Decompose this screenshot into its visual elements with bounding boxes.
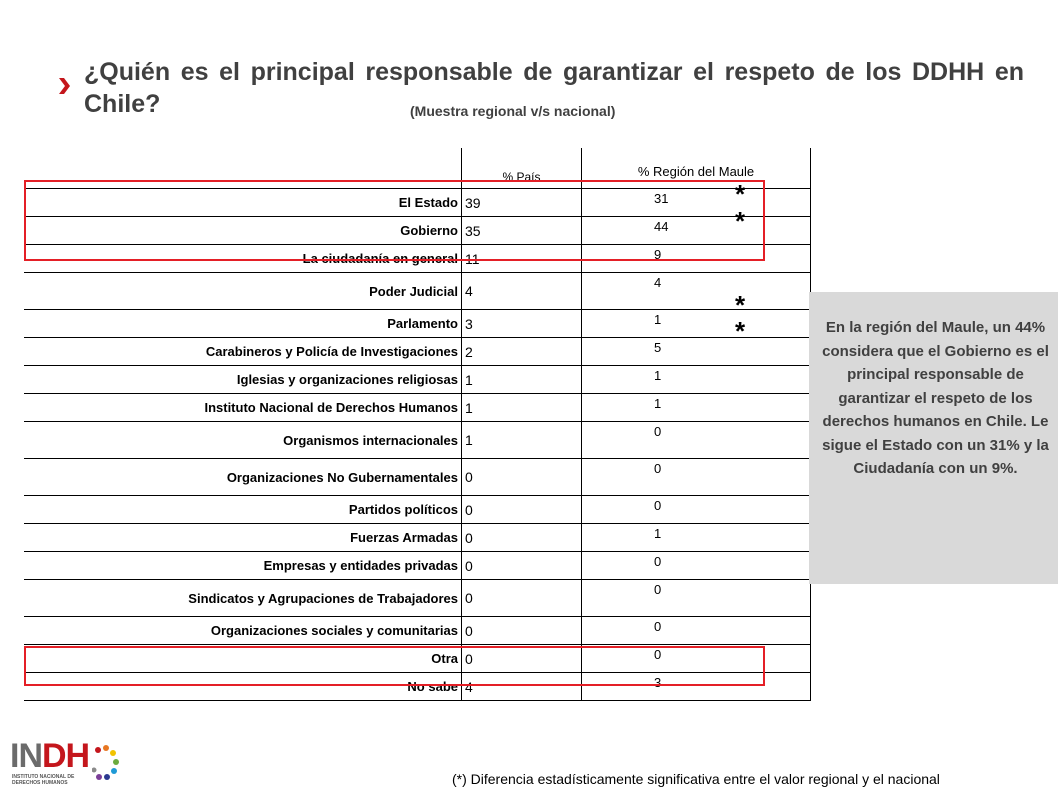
page-title: ¿Quién es el principal responsable de garantizar el respeto de los DDHH en Chile?	[84, 58, 1024, 118]
row-label: Partidos políticos	[24, 496, 462, 524]
region-value: 44	[582, 217, 811, 245]
region-value: 4	[582, 273, 811, 310]
highlight-box-top	[24, 180, 765, 261]
summary-note: En la región del Maule, un 44% considera que el Gobierno es el principal responsable de garantizar el respeto de los derechos humanos en Chile. Le sigue el Estado con un 31% y la Ciudadanía con un 9%.	[809, 292, 1058, 584]
region-value: 0	[582, 552, 811, 580]
pais-value: 2	[462, 338, 582, 366]
pais-value: 0	[462, 459, 582, 496]
pais-value: 4	[462, 273, 582, 310]
header-pais: % País	[462, 148, 582, 189]
table-row	[24, 459, 811, 496]
significance-marker: *	[735, 290, 746, 320]
region-value: 1	[582, 310, 811, 338]
row-label: Organizaciones sociales y comunitarias	[24, 617, 462, 645]
region-value: 0	[582, 496, 811, 524]
table-row	[24, 580, 811, 617]
table-row	[24, 366, 811, 394]
pais-value: 35	[462, 217, 582, 245]
region-value: 0	[582, 645, 811, 673]
page-subtitle: (Muestra regional v/s nacional)	[410, 103, 616, 119]
row-label: Poder Judicial	[24, 273, 462, 310]
region-value: 3	[582, 673, 811, 701]
logo-wordmark: INDH	[10, 737, 90, 775]
table-row	[24, 552, 811, 580]
highlight-box-bottom	[24, 646, 765, 686]
pais-value: 0	[462, 524, 582, 552]
significance-marker: *	[735, 179, 746, 209]
table-row	[24, 524, 811, 552]
row-label: Parlamento	[24, 310, 462, 338]
logo-dots-icon	[92, 744, 120, 784]
pais-value: 1	[462, 366, 582, 394]
row-label: Sindicatos y Agrupaciones de Trabajadores	[24, 580, 462, 617]
pais-value: 0	[462, 645, 582, 673]
pais-value: 0	[462, 580, 582, 617]
row-label: Empresas y entidades privadas	[24, 552, 462, 580]
table-row	[24, 310, 811, 338]
row-label: Carabineros y Policía de Investigaciones	[24, 338, 462, 366]
table-row	[24, 338, 811, 366]
significance-marker: *	[735, 206, 746, 236]
region-value: 0	[582, 617, 811, 645]
region-value: 0	[582, 580, 811, 617]
pais-value: 0	[462, 617, 582, 645]
pais-value: 3	[462, 310, 582, 338]
logo-tagline: INSTITUTO NACIONAL DE DERECHOS HUMANOS	[12, 774, 75, 786]
row-label: Otra	[24, 645, 462, 673]
region-value: 1	[582, 524, 811, 552]
table-row	[24, 496, 811, 524]
pais-value: 39	[462, 189, 582, 217]
pais-value: 4	[462, 673, 582, 701]
significance-marker: *	[735, 316, 746, 346]
pais-value: 11	[462, 245, 582, 273]
region-value: 0	[582, 422, 811, 459]
row-label: El Estado	[24, 189, 462, 217]
pais-value: 0	[462, 496, 582, 524]
chevron-right-icon	[57, 76, 71, 96]
region-value: 5	[582, 338, 811, 366]
row-label: Iglesias y organizaciones religiosas	[24, 366, 462, 394]
row-label: No sabe	[24, 673, 462, 701]
table-row	[24, 394, 811, 422]
row-label: La ciudadanía en general	[24, 245, 462, 273]
row-label: Gobierno	[24, 217, 462, 245]
region-value: 0	[582, 459, 811, 496]
region-value: 1	[582, 366, 811, 394]
region-value: 9	[582, 245, 811, 273]
footnote: (*) Diferencia estadísticamente significativa entre el valor regional y el nacional	[452, 771, 940, 787]
pais-value: 1	[462, 422, 582, 459]
row-label: Instituto Nacional de Derechos Humanos	[24, 394, 462, 422]
table-row	[24, 617, 811, 645]
region-value: 1	[582, 394, 811, 422]
header-region: % Región del Maule	[582, 148, 811, 189]
table-row	[24, 273, 811, 310]
table-row	[24, 422, 811, 459]
region-value: 31	[582, 189, 811, 217]
indh-logo	[10, 738, 120, 788]
pais-value: 0	[462, 552, 582, 580]
row-label: Fuerzas Armadas	[24, 524, 462, 552]
pais-value: 1	[462, 394, 582, 422]
row-label: Organizaciones No Gubernamentales	[24, 459, 462, 496]
row-label: Organismos internacionales	[24, 422, 462, 459]
